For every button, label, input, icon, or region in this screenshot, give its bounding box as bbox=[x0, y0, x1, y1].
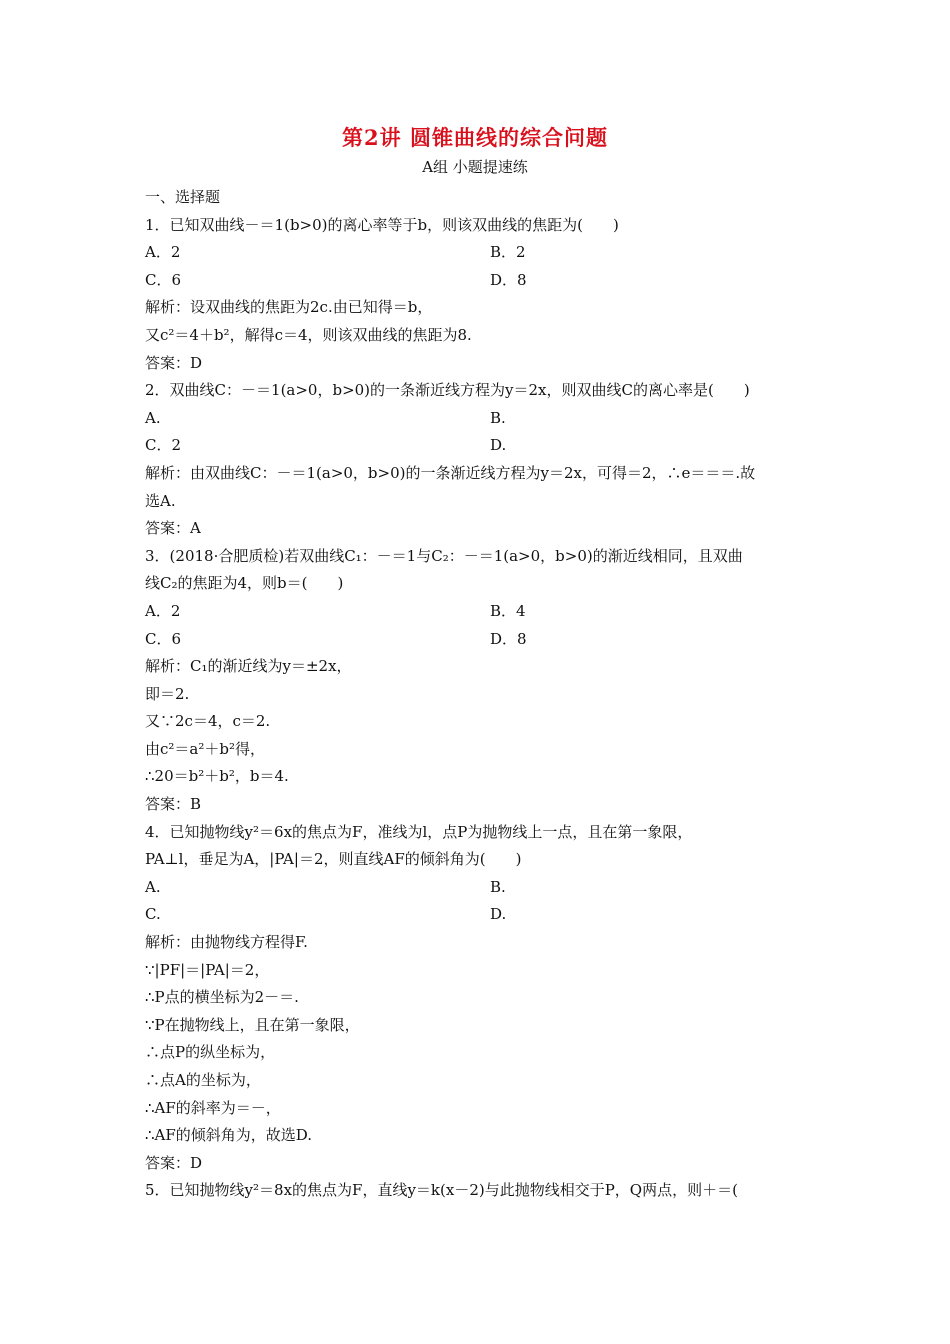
text-line: 答案：D bbox=[145, 1153, 203, 1172]
answer-option: D. bbox=[490, 905, 507, 924]
text-line: 解析：由双曲线C：－＝1(a>0，b>0)的一条渐近线方程为y＝2x，可得＝2，∴e＝＝＝.故 bbox=[145, 463, 756, 482]
answer-option: B．2 bbox=[490, 243, 526, 262]
text-line: ∴AF的斜率为＝－， bbox=[145, 1098, 281, 1117]
text-line: 5．已知抛物线y²＝8x的焦点为F，直线y＝k(x－2)与此抛物线相交于P，Q两点，则＋＝( bbox=[145, 1181, 738, 1200]
text-line: 答案：B bbox=[145, 795, 202, 814]
answer-options-row bbox=[145, 598, 835, 626]
text-line: 3．(2018·合肥质检)若双曲线C₁：－＝1与C₂：－＝1(a>0，b>0)的渐近线相同，且双曲 bbox=[145, 546, 743, 565]
text-line: 答案：A bbox=[145, 519, 201, 538]
text-line: 由c²＝a²＋b²得， bbox=[145, 739, 265, 758]
answer-options-row bbox=[145, 432, 835, 460]
answer-option: C．6 bbox=[145, 629, 182, 648]
text-line: 又c²＝4＋b²，解得c＝4，则该双曲线的焦距为8. bbox=[145, 325, 472, 344]
answer-option: D．8 bbox=[490, 629, 527, 648]
answer-option: C．2 bbox=[145, 436, 182, 455]
text-line: 一、选择题 bbox=[145, 188, 221, 206]
text-line: ∴20＝b²＋b²，b＝4. bbox=[145, 767, 289, 786]
section-subtitle: A组 小题提速练 bbox=[422, 158, 528, 176]
text-line: 线C₂的焦距为4，则b＝( ) bbox=[145, 574, 344, 593]
text-line: ∴点A的坐标为， bbox=[145, 1071, 261, 1089]
answer-option: A．2 bbox=[145, 243, 181, 262]
text-line: ∵|PF|＝|PA|＝2， bbox=[145, 960, 270, 979]
text-line: 又∵2c＝4，c＝2. bbox=[145, 712, 271, 731]
document-body bbox=[145, 184, 835, 1205]
text-line: 解析：C₁的渐近线为y＝±2x， bbox=[145, 657, 352, 676]
text-line: 即＝2. bbox=[145, 684, 190, 703]
answer-option: B. bbox=[490, 408, 506, 427]
text-line: ∴点P的纵坐标为， bbox=[145, 1043, 276, 1062]
answer-options-row bbox=[145, 239, 835, 267]
answer-option: A. bbox=[145, 877, 161, 896]
answer-options-row bbox=[145, 626, 835, 654]
text-line: ∴AF的倾斜角为，故选D. bbox=[145, 1126, 313, 1145]
answer-option: A．2 bbox=[145, 601, 181, 620]
answer-option: D．8 bbox=[490, 270, 527, 289]
answer-options-row bbox=[145, 267, 835, 295]
answer-option: B. bbox=[490, 877, 506, 896]
text-line: 选A. bbox=[145, 491, 176, 510]
page-title: 第2讲 圆锥曲线的综合问题 bbox=[342, 125, 608, 150]
answer-option: B．4 bbox=[490, 601, 526, 620]
text-line: 4．已知抛物线y²＝6x的焦点为F，准线为l，点P为抛物线上一点，且在第一象限， bbox=[145, 822, 693, 841]
text-line: PA⊥l，垂足为A，|PA|＝2，则直线AF的倾斜角为( ) bbox=[145, 850, 522, 869]
text-line: 答案：D bbox=[145, 353, 203, 372]
answer-option: A. bbox=[145, 408, 161, 427]
answer-options-row bbox=[145, 405, 835, 433]
answer-options-row bbox=[145, 874, 835, 902]
text-line: 1．已知双曲线－＝1(b>0)的离心率等于b，则该双曲线的焦距为( ) bbox=[145, 215, 619, 234]
answer-options-row bbox=[145, 901, 835, 929]
text-line: ∵P在抛物线上，且在第一象限， bbox=[145, 1015, 360, 1034]
answer-option: D. bbox=[490, 436, 507, 455]
text-line: ∴P点的横坐标为2－＝. bbox=[145, 988, 299, 1007]
answer-option: C. bbox=[145, 905, 161, 924]
text-line: 2．双曲线C：－＝1(a>0，b>0)的一条渐近线方程为y＝2x，则双曲线C的离心率是( ) bbox=[145, 381, 750, 400]
text-line: 解析：设双曲线的焦距为2c.由已知得＝b， bbox=[145, 298, 433, 317]
answer-option: C．6 bbox=[145, 270, 182, 289]
text-line: 解析：由抛物线方程得F. bbox=[145, 933, 308, 952]
